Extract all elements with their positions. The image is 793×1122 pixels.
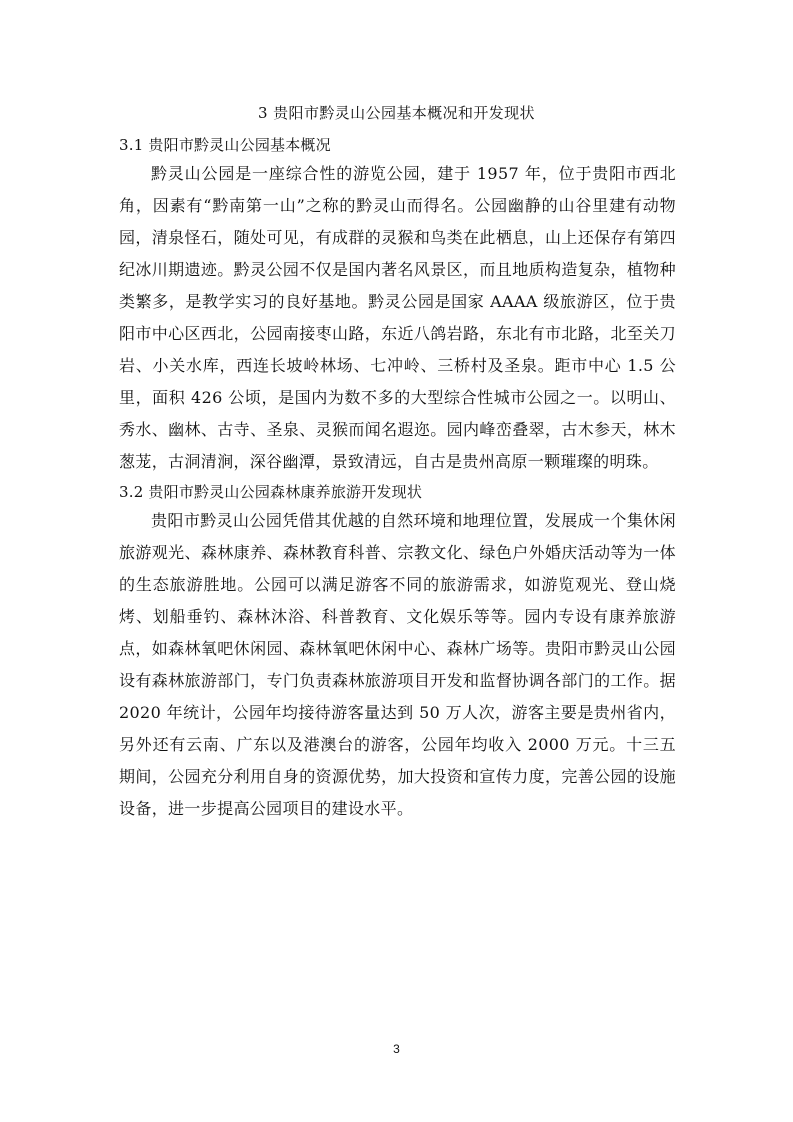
chapter-title: 3 贵阳市黔灵山公园基本概况和开发现状 [258,104,535,122]
section-heading-3-2: 3.2 贵阳市黔灵山公园森林康养旅游开发现状 [119,483,423,501]
section-heading-3-1: 3.1 贵阳市黔灵山公园基本概况 [119,136,331,154]
page-number: 3 [393,1042,400,1056]
section-3-1-paragraph: 黔灵山公园是一座综合性的游览公园，建于 1957 年，位于贵阳市西北角，因素有“黔南第一山”之称的黔灵山而得名。公园幽静的山谷里建有动物园，清泉怪石，随处可见，有成群的灵猴和鸟类在此栖息，山上还保存有第四纪冰川期遗迹。黔灵公园不仅是国内著名风景区，而且地质构造复杂，植物种类繁多，是教学实习的良好基地。黔灵公园是国家 AAAA 级旅游区，位于贵阳市中心区西北，公园南接枣山路，东近八鸽岩路，东北有市北路，北至关刀岩、小关水库，西连长坡岭林场、七冲岭、三桥村及圣泉。距市中心 1.5 公里，面积 426 公顷，是国内为数不多的大型综合性城市公园之一。以明山、秀水、幽林、古寺、圣泉、灵猴而闻名遐迩。园内峰峦叠翠，古木参天，林木葱茏，古洞清涧，深谷幽潭，景致清远，自古是贵州高原一颗璀璨的明珠。 [119,164,676,471]
section-3-2-paragraph: 贵阳市黔灵山公园凭借其优越的自然环境和地理位置，发展成一个集休闲旅游观光、森林康养、森林教育科普、宗教文化、绿色户外婚庆活动等为一体的生态旅游胜地。公园可以满足游客不同的旅游需求，如游览观光、登山烧烤、划船垂钓、森林沐浴、科普教育、文化娱乐等等。园内专设有康养旅游点，如森林氧吧休闲园、森林氧吧休闲中心、森林广场等。贵阳市黔灵山公园设有森林旅游部门，专门负责森林旅游项目开发和监督协调各部门的工作。据 2020 年统计，公园年均接待游客量达到 50 万人次，游客主要是贵州省内，另外还有云南、广东以及港澳台的游客，公园年均收入 2000 万元。十三五期间，公园充分利用自身的资源优势，加大投资和宣传力度，完善公园的设施设备，进一步提高公园项目的建设水平。 [119,511,676,818]
